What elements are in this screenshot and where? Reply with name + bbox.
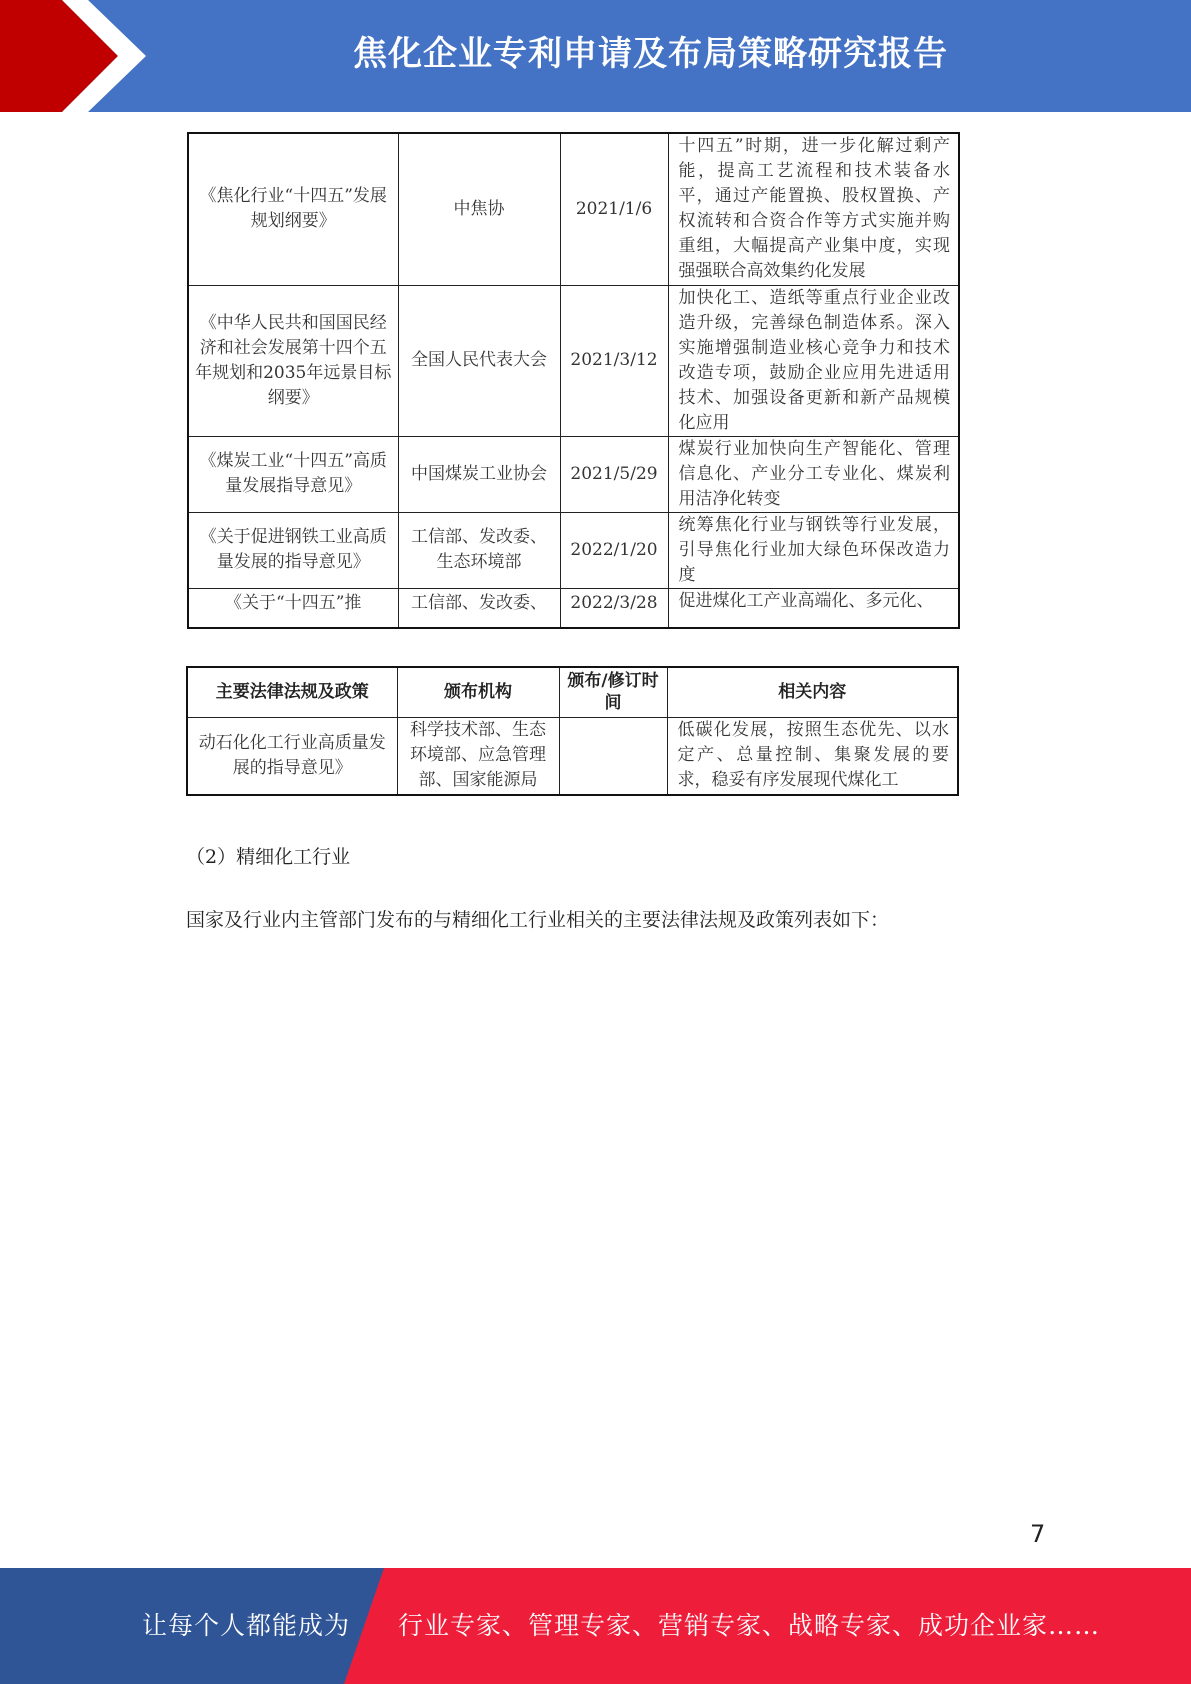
table-row	[188, 436, 959, 512]
footer-banner	[0, 1568, 1191, 1684]
section-heading: （2）精细化工行业	[186, 846, 351, 868]
content-cell: 低碳化发展，按照生态优先、以水定产、总量控制、集聚发展的要求，稳妥有序发展现代煤化工	[667, 717, 958, 795]
policy-name-cell: 《中华人民共和国国民经济和社会发展第十四个五年规划和2035年远景目标纲要》	[188, 285, 398, 436]
policy-name-cell: 《关于“十四五”推	[188, 588, 398, 628]
table-row	[188, 512, 959, 588]
content-cell: 十四五”时期，进一步化解过剩产能，提高工艺流程和技术装备水平，通过产能置换、股权置换、产权流转和合资合作等方式实施并购重组，大幅提高产业集中度，实现强强联合高效集约化发展	[668, 133, 959, 285]
header-policy: 主要法律法规及政策	[187, 667, 397, 717]
content-cell: 促进煤化工产业高端化、多元化、	[668, 588, 959, 628]
date-cell: 2021/3/12	[560, 285, 668, 436]
footer-slogan-right: 行业专家、管理专家、营销专家、战略专家、成功企业家……	[398, 1611, 1101, 1640]
footer-slogan-left: 让每个人都能成为	[142, 1611, 351, 1640]
content-cell: 加快化工、造纸等重点行业企业改造升级，完善绿色制造体系。深入实施增强制造业核心竞争力和技术改造专项，鼓励企业应用先进适用技术、加强设备更新和新产品规模化应用	[668, 285, 959, 436]
header-issuer: 颁布机构	[397, 667, 559, 717]
policy-name-cell: 《煤炭工业“十四五”高质量发展指导意见》	[188, 436, 398, 512]
header-date: 颁布/修订时间	[559, 667, 667, 717]
policy-name-cell: 《关于促进钢铁工业高质量发展的指导意见》	[188, 512, 398, 588]
policy-name-cell: 动石化化工行业高质量发展的指导意见》	[187, 717, 397, 795]
issuer-cell: 工信部、发改委、生态环境部	[398, 512, 560, 588]
table-header-row	[187, 667, 958, 717]
content-cell: 统筹焦化行业与钢铁等行业发展，引导焦化行业加大绿色环保改造力度	[668, 512, 959, 588]
content-cell: 煤炭行业加快向生产智能化、管理信息化、产业分工专业化、煤炭利用洁净化转变	[668, 436, 959, 512]
issuer-cell: 中国煤炭工业协会	[398, 436, 560, 512]
issuer-cell: 科学技术部、生态环境部、应急管理部、国家能源局	[397, 717, 559, 795]
policy-name-cell: 《焦化行业“十四五”发展规划纲要》	[188, 133, 398, 285]
date-cell: 2022/3/28	[560, 588, 668, 628]
table-row	[188, 588, 959, 628]
table-row	[188, 285, 959, 436]
issuer-cell: 全国人民代表大会	[398, 285, 560, 436]
table-row	[188, 133, 959, 285]
issuer-cell: 中焦协	[398, 133, 560, 285]
date-cell: 2021/1/6	[560, 133, 668, 285]
table-row	[187, 717, 958, 795]
page-number: 7	[1030, 1520, 1046, 1548]
policy-table-continued	[187, 132, 960, 629]
header-bar	[0, 0, 1191, 112]
header-arrow-graphic	[0, 0, 160, 112]
section-intro-text: 国家及行业内主管部门发布的与精细化工行业相关的主要法律法规及政策列表如下：	[186, 909, 890, 931]
policy-table-header-fragment	[186, 666, 959, 796]
document-title: 焦化企业专利申请及布局策略研究报告	[353, 34, 948, 74]
issuer-cell: 工信部、发改委、	[398, 588, 560, 628]
date-cell: 2022/1/20	[560, 512, 668, 588]
date-cell: 2021/5/29	[560, 436, 668, 512]
date-cell	[559, 717, 667, 795]
header-content: 相关内容	[667, 667, 958, 717]
